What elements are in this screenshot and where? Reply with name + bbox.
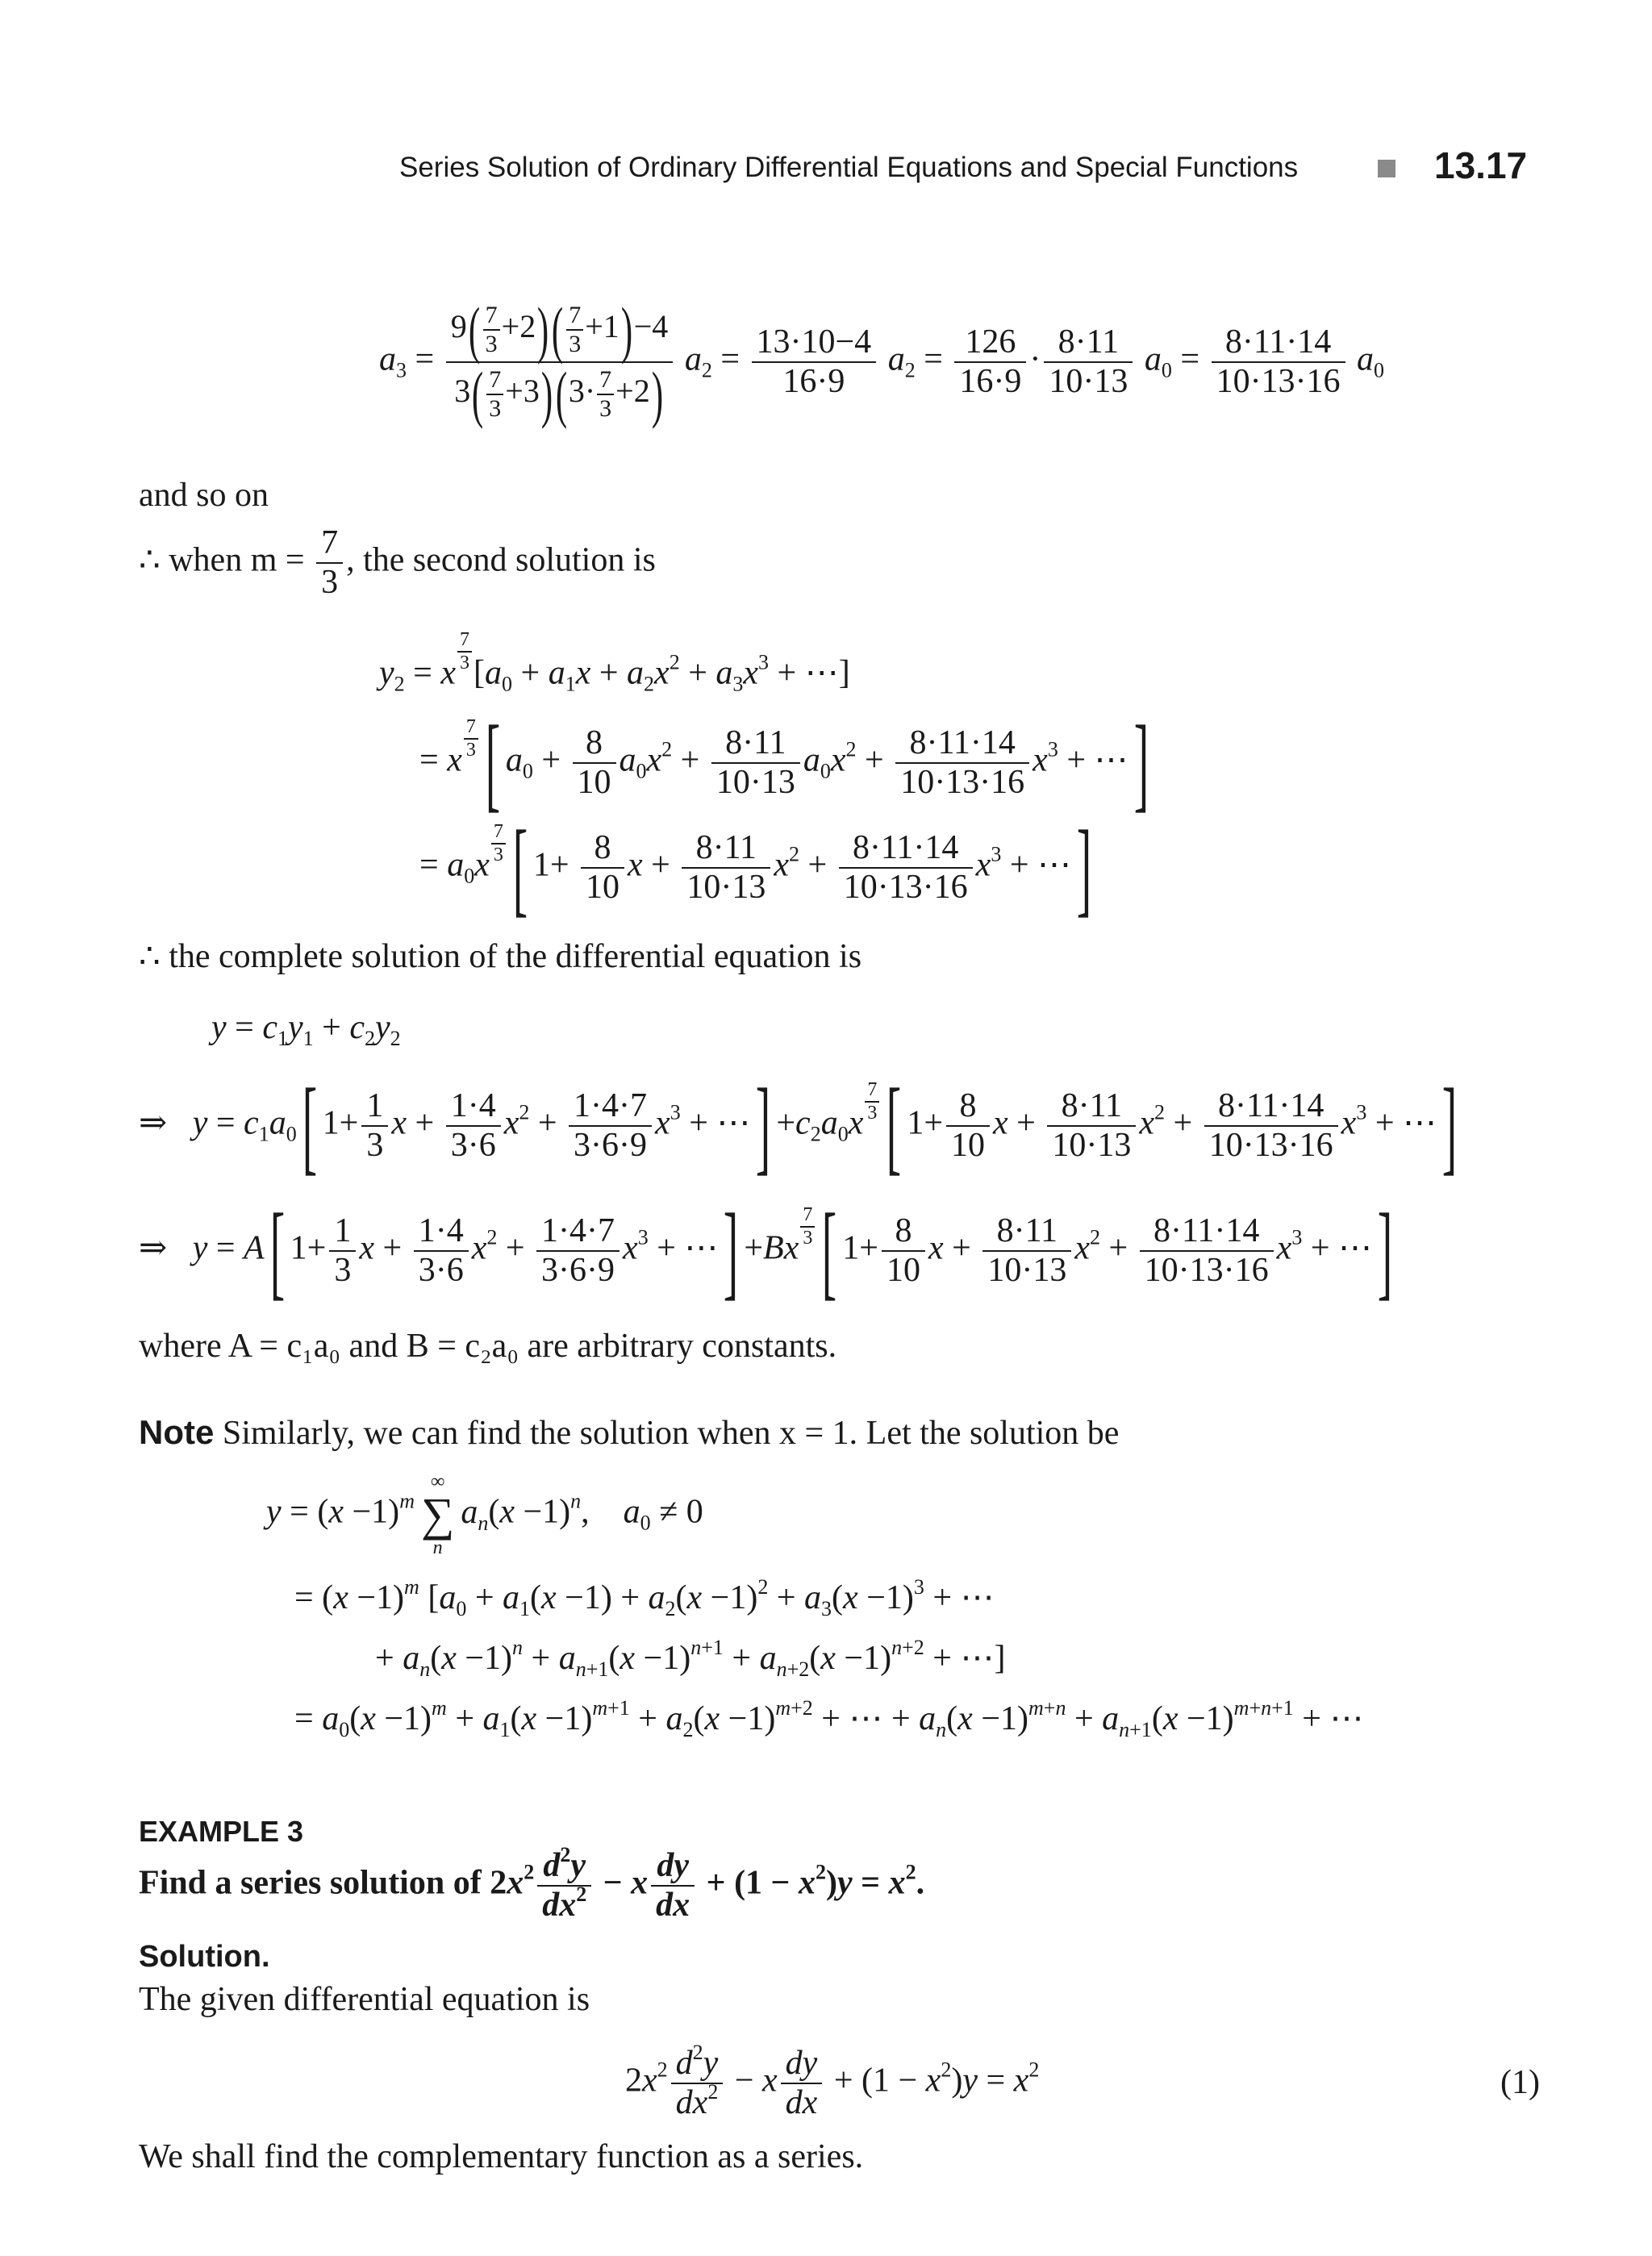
note-label: Note (139, 1413, 215, 1451)
arbitrary-constants-text: where A = c₁a₀ and B = c₂a₀ are arbitrary constants. (139, 1328, 837, 1365)
running-header (399, 152, 1298, 184)
note-text: Similarly, we can find the solution when x = 1. Let the solution be (222, 1415, 1120, 1452)
note-paragraph (139, 1413, 1119, 1453)
equation-y2-line2: = x $\frac{7}{3}$ [ $a_0$ + $\frac{8}{10}$ $a_0x^2$ + $\frac{8\cdot 11}{10\cdot 13}$ $a_0x^2$ + $\frac{8\cdot 11\cdot 14}{10\cdot 13\cdot 16}$ $x^3$ + ⋯] (419, 703, 1149, 822)
equation-y-expanded: ⇒ $y = c_1a_0$[ 1+ $\frac{1}{3}$ x + $\frac{1\cdot 4}{3\cdot 6}$ $x^2$ + $\frac{1\cdot 4\cdot 7}{3\cdot 6\cdot 9}$ $x^3$ + ⋯] $+c_2a_0x$ $\frac{7}{3}$ [ 1+ $\frac{8}{10}$ x + $\frac{8\cdot 11}{10\cdot 13}$ $x^2$ + $\frac{8\cdot 11\cdot 14}{10\cdot 13\cdot 16}$ $x^3$ + ⋯] (139, 1066, 1458, 1185)
when-m-prefix: ∴ when m = (139, 541, 305, 579)
solution-heading: Solution. (139, 1940, 270, 1974)
when-m-line (139, 524, 656, 602)
page-number: 13.17 (1434, 144, 1528, 186)
equation-y-AB: ⇒ y = A[ 1+ $\frac{1}{3}$ x + $\frac{1\cdot 4}{3\cdot 6}$ $x^2$ + $\frac{1\cdot 4\cdot 7}{3\cdot 6\cdot 9}$ $x^3$ + ⋯] +Bx $\frac{7}{3}$ [ 1+ $\frac{8}{10}$ x + $\frac{8\cdot 11}{10\cdot 13}$ $x^2$ + $\frac{8\cdot 11\cdot 14}{10\cdot 13\cdot 16}$ $x^3$ + ⋯] (139, 1191, 1393, 1310)
equation-note-line2: = $(x -1)^m$ [$a_0 + a_1(x -1) + a_2(x -1)^2 + a_3(x -1)^3$ + ⋯ (294, 1575, 995, 1620)
equation-a3: $a_3$ = 9( $\frac{7}{3}$ +2)( $\frac{7}{3}$ +1)−4 3( $\frac{7}{3}$ +3)(3· $\frac{7}{3}$ +2) $a_2$ = $\frac{13\cdot 10-4}{16\cdot 9}$ $a_2$ = $\frac{126}{16\cdot 9}$ · $\frac{8\cdot 11}{10\cdot 13}$ $a_0$ = $\frac{8\cdot 11\cdot 14}{10\cdot 13\cdot 16}$ $a_0$ (379, 294, 1385, 429)
given-equation-text: The given differential equation is (139, 1981, 590, 2018)
m-value-fraction: $\frac{7}{3}$ (316, 524, 343, 602)
example-heading: EXAMPLE 3 (139, 1815, 304, 1848)
equation-note-series: $y = (x -1)^m$ ∞ ∑ n $a_n(x -1)^n$, $a_0 \ne 0$ (266, 1471, 703, 1558)
example-problem: Find a series solution of $2x^2$ $\frac{d^2y}{dx^2}$ − x $\frac{dy}{dx}$ + $(1 - x^2)y = x^2$. (139, 1843, 925, 1924)
and-so-on-text: and so on (139, 477, 269, 514)
equation-number: (1) (1500, 2064, 1540, 2101)
equation-y2-line3: = $a_0x$ $\frac{7}{3}$ [ 1+ $\frac{8}{10}$ x + $\frac{8\cdot 11}{10\cdot 13}$ $x^2$ + $\frac{8\cdot 11\cdot 14}{10\cdot 13\cdot 16}$ $x^3$ + ⋯] (419, 808, 1092, 927)
second-solution-text: , the second solution is (346, 541, 656, 579)
chapter-title: Series Solution of Ordinary Differential Equations and Special Functions (399, 152, 1299, 183)
example-problem-prefix: Find a series solution of (139, 1864, 482, 1902)
equation-y2-line1: $y_2 = x$ $\frac{7}{3}$ [$a_0 + a_1x + a_2x^2 + a_3x^3$ + ⋯] (379, 629, 850, 696)
closing-text: We shall find the complementary function as a series. (139, 2138, 864, 2175)
equation-note-line4: = $a_0(x -1)^m + a_1(x -1)^{m+1} + a_2(x -1)^{m+2}$ + ⋯ + $a_n(x -1)^{m+n} + a_{n+1}(x -1)^{m+n+1}$ + ⋯ (294, 1696, 1364, 1741)
complete-solution-text: ∴ the complete solution of the differential equation is (139, 938, 862, 975)
equation-given: $2x^2$ $\frac{d^2y}{dx^2}$ − x $\frac{dy}{dx}$ + $(1 - x^2)y = x^2$ (625, 2041, 1040, 2122)
header-square-icon (1378, 160, 1395, 177)
equation-y-general: $y = c_1y_1 + c_2y_2$ (211, 1009, 401, 1050)
equation-note-line3: + $a_n(x -1)^n + a_{n+1}(x -1)^{n+1} + a_{n+2}(x -1)^{n+2}$ + ⋯] (375, 1636, 1006, 1681)
